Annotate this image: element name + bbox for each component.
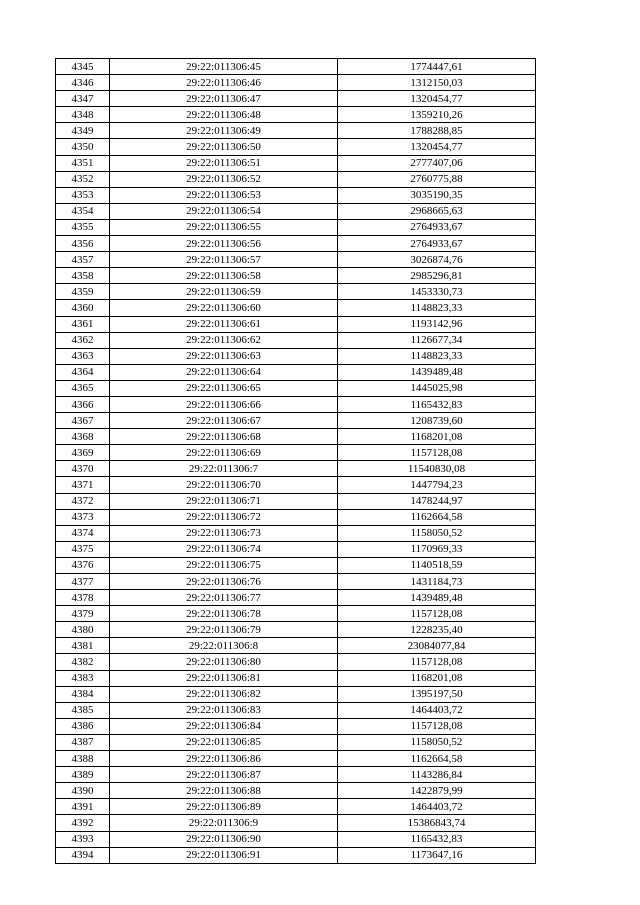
cadastral-number-cell: 29:22:011306:47 xyxy=(110,91,338,107)
table-row xyxy=(56,799,536,815)
value-cell: 1162664,58 xyxy=(338,751,536,767)
row-number-cell: 4382 xyxy=(56,654,110,670)
value-cell: 1173647,16 xyxy=(338,847,536,863)
value-cell: 1168201,08 xyxy=(338,670,536,686)
value-cell: 1157128,08 xyxy=(338,654,536,670)
table-row xyxy=(56,734,536,750)
row-number-cell: 4380 xyxy=(56,622,110,638)
value-cell: 3026874,76 xyxy=(338,252,536,268)
table-row xyxy=(56,91,536,107)
table-row xyxy=(56,364,536,380)
value-cell: 1320454,77 xyxy=(338,139,536,155)
row-number-cell: 4355 xyxy=(56,219,110,235)
value-cell: 1445025,98 xyxy=(338,380,536,396)
table-row xyxy=(56,171,536,187)
value-cell: 1170969,33 xyxy=(338,541,536,557)
cadastral-number-cell: 29:22:011306:90 xyxy=(110,831,338,847)
table-row xyxy=(56,413,536,429)
table-row xyxy=(56,541,536,557)
cadastral-number-cell: 29:22:011306:67 xyxy=(110,413,338,429)
value-cell: 2968665,63 xyxy=(338,203,536,219)
cadastral-number-cell: 29:22:011306:75 xyxy=(110,557,338,573)
cadastral-number-cell: 29:22:011306:54 xyxy=(110,203,338,219)
cadastral-number-cell: 29:22:011306:78 xyxy=(110,606,338,622)
table-row xyxy=(56,123,536,139)
cadastral-number-cell: 29:22:011306:87 xyxy=(110,767,338,783)
row-number-cell: 4352 xyxy=(56,171,110,187)
row-number-cell: 4367 xyxy=(56,413,110,429)
cadastral-number-cell: 29:22:011306:51 xyxy=(110,155,338,171)
cadastral-number-cell: 29:22:011306:59 xyxy=(110,284,338,300)
table-row xyxy=(56,606,536,622)
row-number-cell: 4350 xyxy=(56,139,110,155)
value-cell: 1359210,26 xyxy=(338,107,536,123)
value-cell: 1140518,59 xyxy=(338,557,536,573)
value-cell: 1158050,52 xyxy=(338,525,536,541)
row-number-cell: 4345 xyxy=(56,59,110,75)
row-number-cell: 4390 xyxy=(56,783,110,799)
row-number-cell: 4393 xyxy=(56,831,110,847)
cadastral-number-cell: 29:22:011306:46 xyxy=(110,75,338,91)
row-number-cell: 4372 xyxy=(56,493,110,509)
table-row xyxy=(56,686,536,702)
cadastral-number-cell: 29:22:011306:70 xyxy=(110,477,338,493)
table-row xyxy=(56,525,536,541)
table-row xyxy=(56,783,536,799)
row-number-cell: 4361 xyxy=(56,316,110,332)
cadastral-number-cell: 29:22:011306:83 xyxy=(110,702,338,718)
value-cell: 1157128,08 xyxy=(338,606,536,622)
table-row xyxy=(56,300,536,316)
cadastral-number-cell: 29:22:011306:55 xyxy=(110,219,338,235)
value-cell: 1157128,08 xyxy=(338,445,536,461)
cadastral-number-cell: 29:22:011306:57 xyxy=(110,252,338,268)
value-cell: 1168201,08 xyxy=(338,429,536,445)
value-cell: 1158050,52 xyxy=(338,734,536,750)
cadastral-number-cell: 29:22:011306:82 xyxy=(110,686,338,702)
table-row xyxy=(56,284,536,300)
value-cell: 1228235,40 xyxy=(338,622,536,638)
row-number-cell: 4391 xyxy=(56,799,110,815)
cadastral-number-cell: 29:22:011306:64 xyxy=(110,364,338,380)
row-number-cell: 4381 xyxy=(56,638,110,654)
table-row xyxy=(56,268,536,284)
table-row xyxy=(56,396,536,412)
row-number-cell: 4348 xyxy=(56,107,110,123)
cadastral-number-cell: 29:22:011306:80 xyxy=(110,654,338,670)
row-number-cell: 4366 xyxy=(56,396,110,412)
row-number-cell: 4373 xyxy=(56,509,110,525)
value-cell: 1788288,85 xyxy=(338,123,536,139)
table-row xyxy=(56,767,536,783)
cadastral-value-table xyxy=(55,58,536,864)
cadastral-number-cell: 29:22:011306:61 xyxy=(110,316,338,332)
row-number-cell: 4347 xyxy=(56,91,110,107)
table-row xyxy=(56,702,536,718)
cadastral-number-cell: 29:22:011306:72 xyxy=(110,509,338,525)
row-number-cell: 4378 xyxy=(56,590,110,606)
value-cell: 1422879,99 xyxy=(338,783,536,799)
value-cell: 1774447,61 xyxy=(338,59,536,75)
row-number-cell: 4392 xyxy=(56,815,110,831)
row-number-cell: 4375 xyxy=(56,541,110,557)
row-number-cell: 4386 xyxy=(56,718,110,734)
value-cell: 1165432,83 xyxy=(338,831,536,847)
row-number-cell: 4383 xyxy=(56,670,110,686)
cadastral-number-cell: 29:22:011306:86 xyxy=(110,751,338,767)
cadastral-number-cell: 29:22:011306:91 xyxy=(110,847,338,863)
row-number-cell: 4374 xyxy=(56,525,110,541)
table-row xyxy=(56,348,536,364)
value-cell: 1431184,73 xyxy=(338,574,536,590)
row-number-cell: 4346 xyxy=(56,75,110,91)
row-number-cell: 4349 xyxy=(56,123,110,139)
row-number-cell: 4384 xyxy=(56,686,110,702)
value-cell: 1193142,96 xyxy=(338,316,536,332)
table-row xyxy=(56,590,536,606)
value-cell: 1148823,33 xyxy=(338,300,536,316)
value-cell: 2777407,06 xyxy=(338,155,536,171)
table-row xyxy=(56,139,536,155)
cadastral-number-cell: 29:22:011306:66 xyxy=(110,396,338,412)
table-row xyxy=(56,670,536,686)
cadastral-number-cell: 29:22:011306:89 xyxy=(110,799,338,815)
value-cell: 2985296,81 xyxy=(338,268,536,284)
row-number-cell: 4351 xyxy=(56,155,110,171)
row-number-cell: 4377 xyxy=(56,574,110,590)
table-row xyxy=(56,831,536,847)
cadastral-number-cell: 29:22:011306:45 xyxy=(110,59,338,75)
value-cell: 1312150,03 xyxy=(338,75,536,91)
value-cell: 1157128,08 xyxy=(338,718,536,734)
table-row xyxy=(56,252,536,268)
cadastral-number-cell: 29:22:011306:52 xyxy=(110,171,338,187)
cadastral-number-cell: 29:22:011306:81 xyxy=(110,670,338,686)
value-cell: 1126677,34 xyxy=(338,332,536,348)
row-number-cell: 4365 xyxy=(56,380,110,396)
value-cell: 1439489,48 xyxy=(338,364,536,380)
table-row xyxy=(56,203,536,219)
cadastral-number-cell: 29:22:011306:88 xyxy=(110,783,338,799)
value-cell: 1208739,60 xyxy=(338,413,536,429)
value-cell: 1464403,72 xyxy=(338,702,536,718)
value-cell: 1453330,73 xyxy=(338,284,536,300)
value-cell: 1478244,97 xyxy=(338,493,536,509)
row-number-cell: 4354 xyxy=(56,203,110,219)
row-number-cell: 4385 xyxy=(56,702,110,718)
cadastral-number-cell: 29:22:011306:71 xyxy=(110,493,338,509)
cadastral-number-cell: 29:22:011306:77 xyxy=(110,590,338,606)
value-cell: 1148823,33 xyxy=(338,348,536,364)
row-number-cell: 4379 xyxy=(56,606,110,622)
cadastral-number-cell: 29:22:011306:84 xyxy=(110,718,338,734)
table-row xyxy=(56,219,536,235)
value-cell: 1439489,48 xyxy=(338,590,536,606)
row-number-cell: 4368 xyxy=(56,429,110,445)
cadastral-number-cell: 29:22:011306:48 xyxy=(110,107,338,123)
row-number-cell: 4369 xyxy=(56,445,110,461)
table-row xyxy=(56,332,536,348)
value-cell: 1143286,84 xyxy=(338,767,536,783)
cadastral-number-cell: 29:22:011306:56 xyxy=(110,236,338,252)
value-cell: 2764933,67 xyxy=(338,236,536,252)
cadastral-number-cell: 29:22:011306:74 xyxy=(110,541,338,557)
value-cell: 1165432,83 xyxy=(338,396,536,412)
row-number-cell: 4356 xyxy=(56,236,110,252)
table-row xyxy=(56,445,536,461)
cadastral-number-cell: 29:22:011306:7 xyxy=(110,461,338,477)
value-cell: 2764933,67 xyxy=(338,219,536,235)
table-row xyxy=(56,557,536,573)
table-row xyxy=(56,509,536,525)
table-row xyxy=(56,316,536,332)
table-row xyxy=(56,429,536,445)
table-row xyxy=(56,236,536,252)
cadastral-number-cell: 29:22:011306:85 xyxy=(110,734,338,750)
row-number-cell: 4388 xyxy=(56,751,110,767)
value-cell: 1447794,23 xyxy=(338,477,536,493)
value-cell: 1464403,72 xyxy=(338,799,536,815)
table-row xyxy=(56,59,536,75)
row-number-cell: 4353 xyxy=(56,187,110,203)
cadastral-number-cell: 29:22:011306:49 xyxy=(110,123,338,139)
row-number-cell: 4364 xyxy=(56,364,110,380)
value-cell: 11540830,08 xyxy=(338,461,536,477)
cadastral-number-cell: 29:22:011306:58 xyxy=(110,268,338,284)
table-row xyxy=(56,477,536,493)
table-row xyxy=(56,461,536,477)
value-cell: 1162664,58 xyxy=(338,509,536,525)
row-number-cell: 4357 xyxy=(56,252,110,268)
cadastral-number-cell: 29:22:011306:76 xyxy=(110,574,338,590)
cadastral-number-cell: 29:22:011306:50 xyxy=(110,139,338,155)
cadastral-number-cell: 29:22:011306:62 xyxy=(110,332,338,348)
row-number-cell: 4389 xyxy=(56,767,110,783)
row-number-cell: 4360 xyxy=(56,300,110,316)
table-row xyxy=(56,574,536,590)
row-number-cell: 4376 xyxy=(56,557,110,573)
row-number-cell: 4371 xyxy=(56,477,110,493)
row-number-cell: 4370 xyxy=(56,461,110,477)
table-row xyxy=(56,107,536,123)
row-number-cell: 4358 xyxy=(56,268,110,284)
table-row xyxy=(56,815,536,831)
table-row xyxy=(56,493,536,509)
value-cell: 23084077,84 xyxy=(338,638,536,654)
cadastral-number-cell: 29:22:011306:8 xyxy=(110,638,338,654)
table-row xyxy=(56,751,536,767)
table-row xyxy=(56,155,536,171)
table-body xyxy=(56,59,536,864)
value-cell: 3035190,35 xyxy=(338,187,536,203)
value-cell: 2760775,88 xyxy=(338,171,536,187)
table-row xyxy=(56,380,536,396)
row-number-cell: 4394 xyxy=(56,847,110,863)
table-row xyxy=(56,654,536,670)
cadastral-number-cell: 29:22:011306:73 xyxy=(110,525,338,541)
value-cell: 1320454,77 xyxy=(338,91,536,107)
table-row xyxy=(56,638,536,654)
cadastral-number-cell: 29:22:011306:60 xyxy=(110,300,338,316)
row-number-cell: 4363 xyxy=(56,348,110,364)
row-number-cell: 4387 xyxy=(56,734,110,750)
cadastral-number-cell: 29:22:011306:79 xyxy=(110,622,338,638)
table-row xyxy=(56,847,536,863)
cadastral-number-cell: 29:22:011306:69 xyxy=(110,445,338,461)
cadastral-number-cell: 29:22:011306:65 xyxy=(110,380,338,396)
table-row xyxy=(56,187,536,203)
value-cell: 1395197,50 xyxy=(338,686,536,702)
table-row xyxy=(56,718,536,734)
cadastral-number-cell: 29:22:011306:63 xyxy=(110,348,338,364)
value-cell: 15386843,74 xyxy=(338,815,536,831)
cadastral-number-cell: 29:22:011306:9 xyxy=(110,815,338,831)
row-number-cell: 4362 xyxy=(56,332,110,348)
row-number-cell: 4359 xyxy=(56,284,110,300)
table-row xyxy=(56,75,536,91)
table-row xyxy=(56,622,536,638)
cadastral-number-cell: 29:22:011306:68 xyxy=(110,429,338,445)
cadastral-number-cell: 29:22:011306:53 xyxy=(110,187,338,203)
